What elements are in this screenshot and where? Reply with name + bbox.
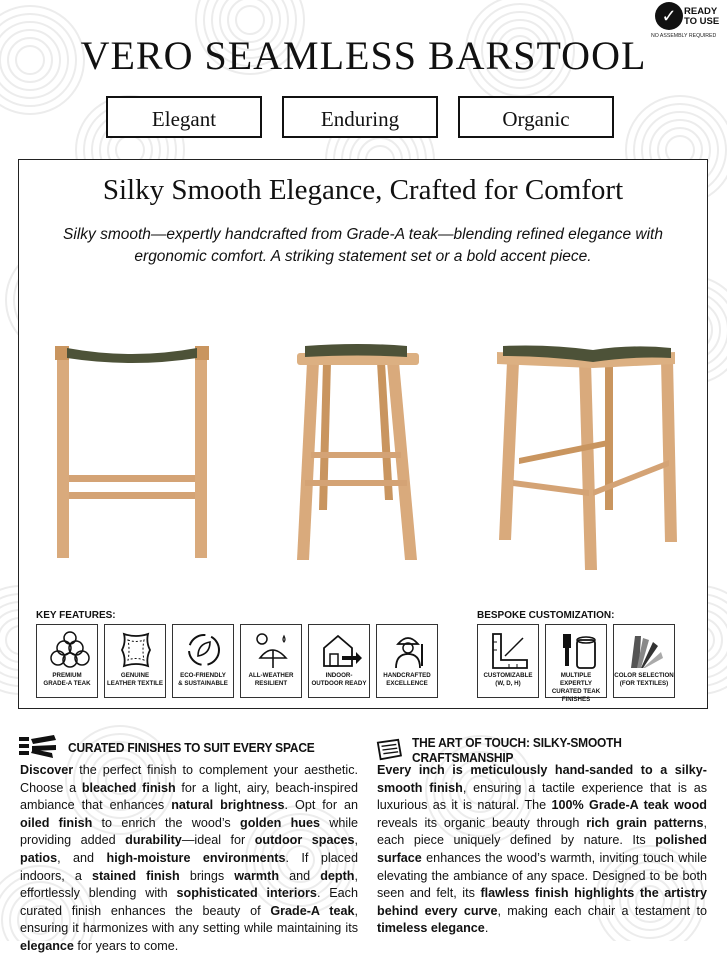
caption-line-2: GRADE-A TEAK — [43, 680, 91, 687]
body-text: . If placed indoors, a — [20, 850, 358, 883]
touch-body — [377, 762, 707, 938]
tag-elegant: Elegant — [106, 96, 262, 138]
recycle-leaf-icon — [184, 630, 226, 670]
caption-line-2: (FOR TEXTILES) — [619, 680, 669, 687]
body-text: , effortlessly blending with — [20, 868, 358, 901]
body-text: , each piece uniquely defined by nature. Its — [377, 815, 707, 848]
stool-angled-image — [493, 340, 683, 580]
sun-umbrella-rain-icon — [252, 630, 294, 670]
product-panel — [18, 159, 708, 709]
sanding-paper-icon — [376, 738, 404, 762]
key-feature-item — [36, 624, 98, 698]
customization-item — [477, 624, 539, 698]
key-feature-item — [104, 624, 166, 698]
caption-line-2: OUTDOOR READY — [311, 680, 367, 687]
leather-hide-icon — [116, 630, 158, 670]
page-title: VERO SEAMLESS BARSTOOL — [80, 33, 647, 78]
body-text: and — [279, 868, 321, 883]
caption-line-2: LEATHER TEXTILE — [107, 680, 163, 687]
body-text: , ensuring a tactile experience that is as luxurious as it is natural. The — [377, 780, 707, 813]
key-feature-item — [172, 624, 234, 698]
brush-wood-icon — [557, 630, 599, 670]
customization-caption — [614, 672, 674, 688]
key-feature-caption — [37, 672, 97, 688]
caption-line-1: ALL-WEATHER — [248, 672, 294, 679]
paint-swatch-icon — [18, 735, 60, 759]
body-text: , making each chair a testament to — [497, 903, 707, 918]
body-text: for a light, airy, beach-inspired ambiance that enhances — [20, 780, 358, 813]
customization-item — [613, 624, 675, 698]
badge-line-1: READY — [684, 6, 718, 17]
color-swatch-icon — [625, 630, 667, 670]
caption-line-2: (W, D, H) — [495, 680, 521, 687]
bold-text: patios — [20, 850, 58, 865]
bold-text: sophisticated interiors — [176, 886, 317, 901]
key-feature-caption — [173, 672, 233, 688]
tag-organic: Organic — [458, 96, 614, 138]
body-text: , — [354, 833, 358, 848]
finishes-body — [20, 762, 358, 956]
caption-line-1: COLOR SELECTION — [614, 672, 674, 679]
panel-description: Silky smooth—expertly handcrafted from Grade-A teak—blending refined elegance with ergonomic comfort. A striking statement set or a bold accent piece. — [63, 226, 663, 265]
bold-text: outdoor spaces — [254, 833, 355, 848]
ruler-square-icon — [489, 630, 531, 670]
bold-text: Discover — [20, 763, 74, 777]
key-features-label: KEY FEATURES: — [36, 610, 116, 621]
body-text: while providing added — [20, 815, 358, 848]
checkmark-icon: ✓ — [655, 2, 683, 30]
body-text: . — [484, 921, 489, 936]
bold-text: high-moisture environments — [106, 850, 286, 865]
teak-logs-icon — [48, 630, 90, 670]
customization-label: BESPOKE CUSTOMIZATION: — [477, 610, 615, 621]
key-feature-caption — [105, 672, 165, 688]
body-text: enhances the wood’s warmth, inviting touch while elevating the ambiance of any space. Designed to be both seen and felt, its — [377, 850, 707, 901]
bold-text: timeless elegance — [377, 921, 485, 936]
key-feature-caption — [309, 672, 369, 688]
caption-line-1: INDOOR- — [325, 672, 353, 679]
body-text: for years to come. — [73, 938, 179, 953]
body-text: , and — [57, 850, 107, 865]
key-feature-item — [308, 624, 370, 698]
craftsman-icon — [388, 630, 430, 670]
customization-item — [545, 624, 607, 703]
caption-line-1: GENUINE — [120, 672, 150, 679]
bold-text: Grade-A teak — [270, 903, 355, 918]
customization-caption — [478, 672, 538, 688]
bold-text: natural brightness — [171, 798, 285, 813]
finishes-header — [18, 735, 336, 759]
caption-line-2: EXCELLENCE — [386, 680, 428, 687]
bold-text: Every inch is meticulously hand-sanded to a silky-smooth finish — [377, 763, 707, 795]
stool-front-image — [53, 340, 213, 565]
caption-line-1: ECO-FRIENDLY — [180, 672, 226, 679]
caption-line-2: CURATED TEAK FINISHES — [551, 688, 601, 703]
customization-list — [477, 624, 675, 703]
key-feature-caption — [377, 672, 437, 688]
caption-line-2: RESILIENT — [254, 680, 288, 687]
finishes-heading: CURATED FINISHES TO SUIT EVERY SPACE — [68, 739, 315, 755]
body-text: to enrich the wood’s — [92, 815, 241, 830]
caption-line-2: & SUSTAINABLE — [178, 680, 228, 687]
bold-text: elegance — [20, 938, 74, 953]
badge-line-2: TO USE — [684, 16, 720, 27]
caption-line-1: MULTIPLE EXPERTLY — [559, 672, 593, 687]
stool-side-image — [289, 340, 429, 565]
badge-subtext: NO ASSEMBLY REQUIRED — [651, 33, 717, 39]
bold-text: bleached finish — [81, 780, 176, 795]
house-arrow-icon — [320, 630, 362, 670]
body-text: . Each curated finish enhances the beauty of — [20, 886, 358, 918]
key-feature-item — [240, 624, 302, 698]
panel-heading: Silky Smooth Elegance, Crafted for Comfort — [102, 174, 624, 206]
bold-text: depth — [320, 868, 355, 883]
bold-text: durability — [125, 833, 182, 848]
caption-line-1: PREMIUM — [52, 672, 82, 679]
bold-text: stained finish — [91, 868, 180, 883]
bold-text: warmth — [234, 868, 280, 883]
bold-text: polished surface — [377, 833, 707, 865]
touch-heading: THE ART OF TOUCH: SILKY-SMOOTH CRAFTSMANSHIP — [411, 735, 622, 765]
key-feature-caption — [241, 672, 301, 688]
bold-text: flawless finish highlights the artistry behind every curve — [377, 886, 707, 918]
bold-text: oiled finish — [20, 815, 93, 830]
body-text: —ideal for — [181, 833, 255, 848]
bold-text: 100% Grade-A teak wood — [551, 798, 707, 813]
body-text: the perfect finish to complement your aesthetic. Choose a — [20, 763, 358, 795]
body-text: . Opt for an — [284, 798, 358, 813]
bold-text: golden hues — [240, 815, 320, 830]
key-features-list — [36, 624, 438, 698]
bold-text: rich grain patterns — [586, 815, 704, 830]
body-text: reveals its organic beauty through — [377, 815, 587, 830]
tag-enduring: Enduring — [282, 96, 438, 138]
caption-line-1: HANDCRAFTED — [383, 672, 431, 679]
body-text: brings — [179, 868, 235, 883]
customization-caption — [546, 672, 606, 704]
key-feature-item — [376, 624, 438, 698]
touch-header — [376, 735, 727, 765]
body-text: , ensuring it harmonizes with any setting while maintaining its — [20, 903, 358, 936]
caption-line-1: CUSTOMIZABLE — [483, 672, 533, 679]
